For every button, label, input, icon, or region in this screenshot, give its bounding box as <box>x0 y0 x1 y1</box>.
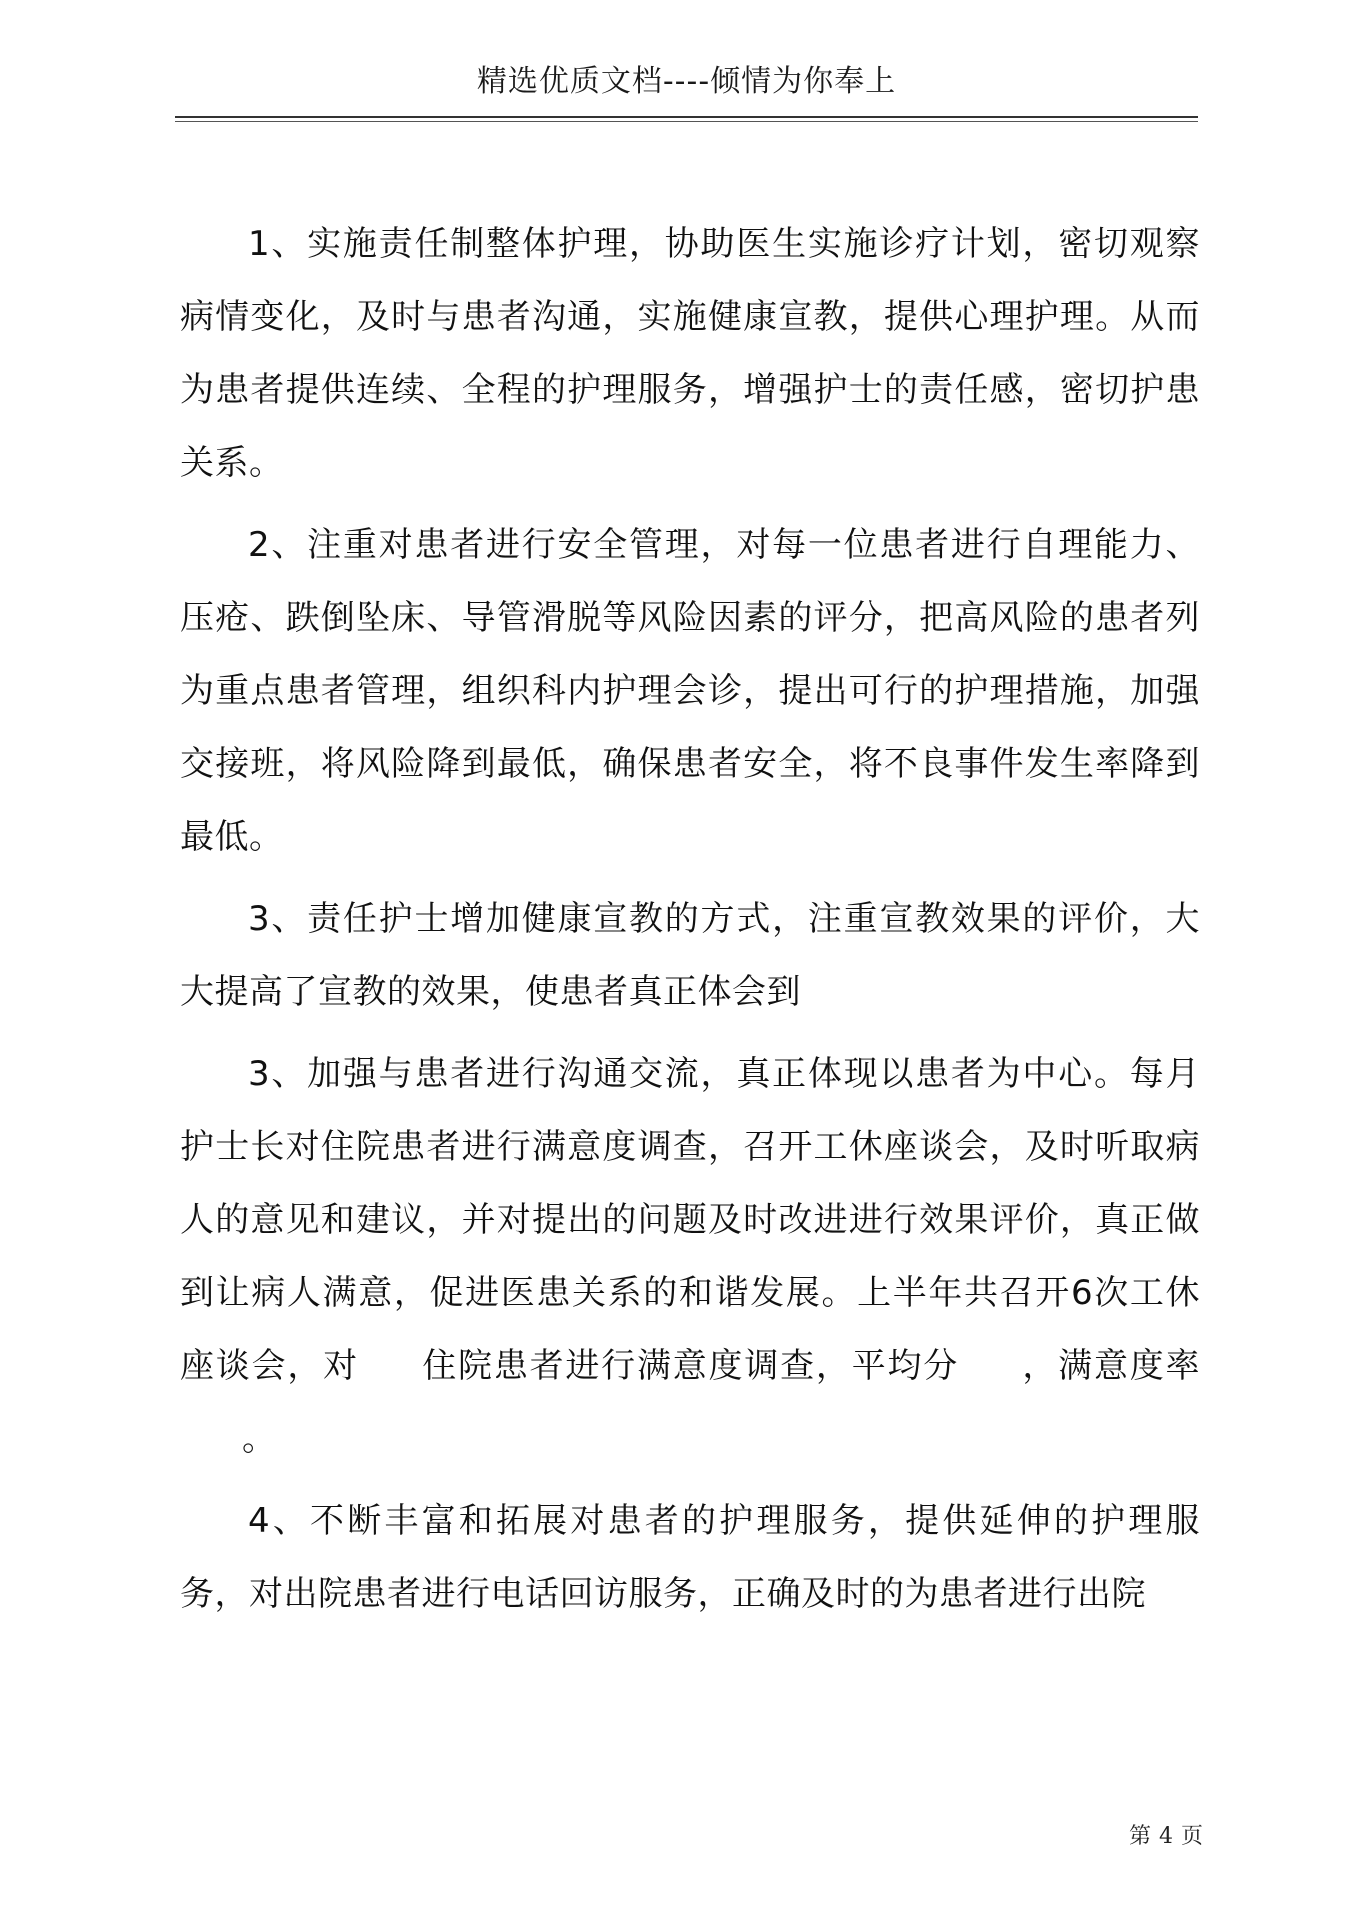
paragraph-1: 1、实施责任制整体护理，协助医生实施诊疗计划，密切观察病情变化，及时与患者沟通，实施健康宣教，提供心理护理。从而为患者提供连续、全程的护理服务，增强护士的责任感，密切护患关系。 <box>180 224 1200 483</box>
page-number-suffix: 页 <box>1180 1824 1203 1849</box>
page-number <box>1129 1822 1203 1852</box>
paragraph-5: 4、不断丰富和拓展对患者的护理服务，提供延伸的护理服务，对出院患者进行电话回访服务，正确及时的为患者进行出院 <box>180 1501 1200 1614</box>
page-header: 精选优质文档----倾情为你奉上 <box>476 64 897 99</box>
paragraph-3: 3、责任护士增加健康宣教的方式，注重宣教效果的评价，大大提高了宣教的效果，使患者真正体会到 <box>180 899 1200 1012</box>
paragraph-4 <box>180 1038 1200 1476</box>
page-number-value: 4 <box>1158 1824 1173 1849</box>
paragraph-4-part-c: ，满意度率 <box>1021 1346 1201 1386</box>
document-body <box>180 208 1200 1631</box>
header-divider <box>175 116 1198 118</box>
paragraph-2: 2、注重对患者进行安全管理，对每一位患者进行自理能力、压疮、跌倒坠床、导管滑脱等风险因素的评分，把高风险的患者列为重点患者管理，组织科内护理会诊，提出可行的护理措施，加强交接班，将风险降到最低，确保患者安全，将不良事件发生率降到最低。 <box>180 525 1200 857</box>
page-number-prefix: 第 <box>1128 1824 1151 1849</box>
paragraph-4-part-b: 住院患者进行满意度调查，平均分 <box>420 1346 960 1386</box>
paragraph-4-part-a: 3、加强与患者进行沟通交流，真正体现以患者为中心。每月护士长对住院患者进行满意度调查，召开工休座谈会，及时听取病人的意见和建议，并对提出的问题及时改进进行效果评价，真正做到让病人满意，促进医患关系的和谐发展。上半年共召开6次工休座谈会，对 <box>180 1054 1200 1386</box>
header-divider-thin <box>175 121 1198 122</box>
paragraph-4-part-d: 。 <box>242 1419 277 1459</box>
